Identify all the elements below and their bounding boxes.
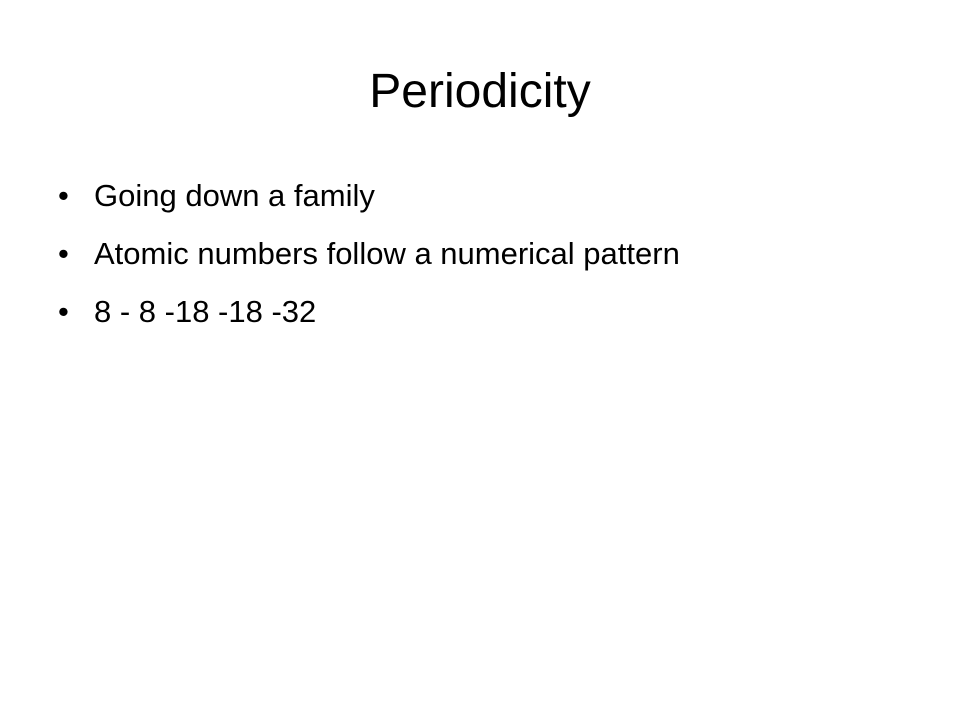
bullet-item	[58, 294, 680, 330]
bullet-text: Atomic numbers follow a numerical pattern	[94, 236, 680, 271]
bullet-item	[58, 178, 680, 214]
slide-title: Periodicity	[369, 65, 591, 118]
bullet-text: 8 - 8 -18 -18 -32	[94, 294, 317, 329]
bullet-marker: •	[58, 294, 69, 329]
bullet-list	[58, 178, 680, 352]
bullet-marker: •	[58, 236, 69, 271]
bullet-item	[58, 236, 680, 272]
bullet-text: Going down a family	[94, 178, 375, 213]
bullet-marker: •	[58, 178, 69, 213]
